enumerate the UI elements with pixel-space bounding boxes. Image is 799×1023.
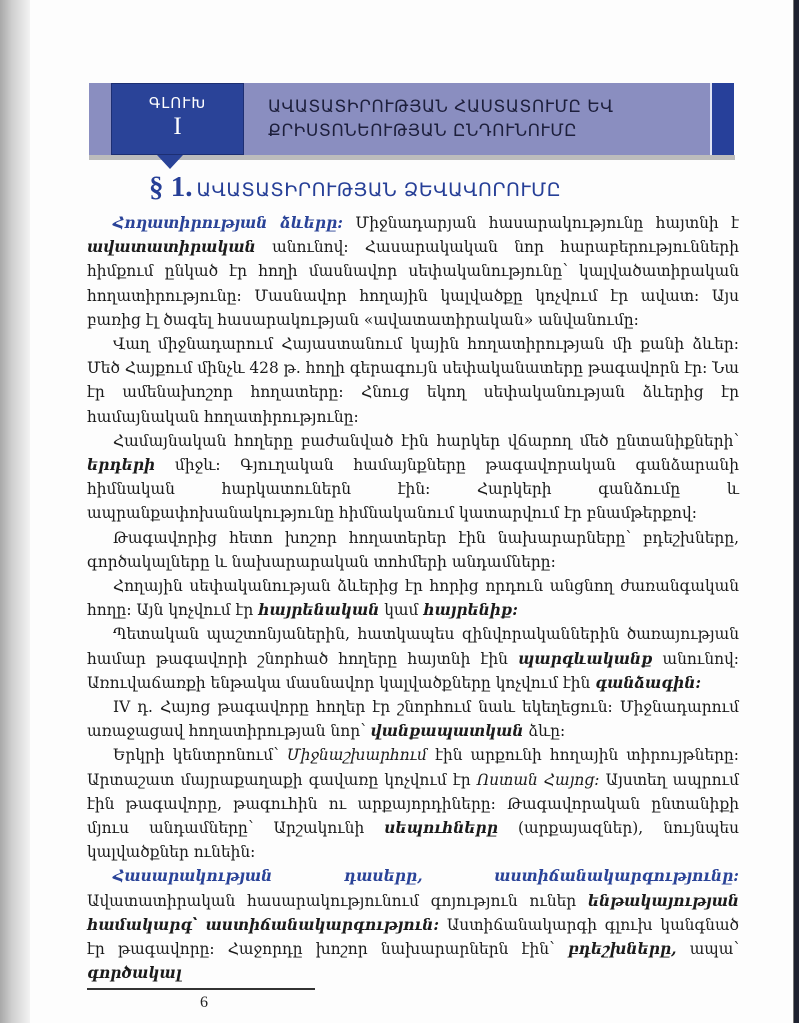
- section-title: ԱՎԱՏԱՏԻՐՈՒԹՅԱՆ ՁԵՎԱՎՈՐՈՒՄԸ: [196, 179, 562, 201]
- text-run: ապա՝: [676, 940, 739, 959]
- subheading: Հողատիրության ձևերը:: [113, 214, 343, 232]
- text-run: (արքայազներ), նույնպես կալվածքներ ունեին:: [87, 819, 739, 862]
- chapter-number: I: [173, 113, 182, 140]
- key-term: վանքապատկան: [370, 722, 524, 741]
- paragraph: Թագավորից հետո խոշոր հողատերեր էին նախարարները՝ բդեշխները, գործակալները և նախարարական տոհմերի անդամները:: [87, 528, 739, 571]
- chapter-title-line-2: ՔՐԻՍՏՈՆԵՈՒԹՅԱՆ ԸՆԴՈՒՆՈՒՄԸ: [268, 121, 578, 141]
- key-term: գանձագին:: [595, 673, 702, 692]
- key-term: հայրենական: [258, 601, 380, 620]
- paragraph: [87, 574, 739, 622]
- text-run: Համայնական հողերը բաժանված էին հարկեր վճարող մեծ ընտանիքների՝: [113, 431, 739, 450]
- chapter-label-box: [111, 83, 244, 155]
- key-term: սեպուհները: [384, 819, 498, 838]
- banner-pointer-icon: [157, 155, 183, 169]
- text-run: Այստեղ ապրում էին թագավորը, թագուհին ու արքայորդիները: Թագավորական ընտանիքի մյուս անդամները՝ Արշակունի: [87, 770, 739, 838]
- key-term: հայրենիք:: [423, 601, 518, 620]
- chapter-title-line-1: ԱՎԱՏԱՏԻՐՈՒԹՅԱՆ ՀԱՍՏԱՏՈՒՄԸ ԵՎ: [268, 97, 614, 117]
- text-run: Պետական պաշտոնյաներին, հատկապես զինվորականներին ծառայության համար թագավորի շնորհած հողերը հայտնի էին: [87, 625, 739, 668]
- paragraph: [87, 622, 739, 695]
- page-number: 6: [200, 994, 208, 1011]
- key-term: ավատատիրական: [87, 238, 256, 257]
- viewer-edge: [793, 0, 799, 1023]
- key-term: երդերի: [87, 456, 156, 475]
- section-number: § 1.: [149, 171, 193, 203]
- text-run: միջև: Գյուղական համայնքները թագավորական գանձարանի հիմնական հարկատուներն էին: Հարկերի գանձումը և ապրանքափոխանակությունը հիմնականում կատարվում էր բնամթերքով:: [87, 456, 739, 523]
- paragraph: [87, 695, 739, 743]
- paragraph: Վաղ միջնադարում Հայաստանում կային հողատիրության մի քանի ձևեր: Մեծ Հայքում մինչև 428 թ. հողի գերագույն սեփականատերը թագավորն էր: Նա էր ամենախոշոր հողատերը: Հնուց եկող սեփականության ձևերից էր համայնական հողատիրությունը:: [87, 335, 739, 426]
- text-run: Աստիճանակարգի գլուխ կանգնած էր թագավորը: Հաջորդը խոշոր նախարարներն էին՝: [87, 915, 739, 959]
- paragraph: [87, 864, 739, 985]
- text-run: Ավատատիրական հասարակությունում գոյություն ուներ: [87, 891, 588, 910]
- banner-right-strip: [710, 83, 734, 155]
- text-run: կամ: [379, 601, 424, 620]
- chapter-label: ԳԼՈՒԽ: [148, 94, 207, 112]
- text-run: Հողային սեփականության ձևերից էր հորից որդուն անցնող ժառանգական հողը: Այն կոչվում էր: [87, 577, 739, 620]
- paragraph: [87, 211, 739, 332]
- key-term: ենթակայության համակարգ՝ աստիճանակարգություն:: [87, 891, 739, 934]
- text-run: ձևը:: [523, 722, 566, 741]
- text-run: անունով: Հասարակական նոր հարաբերությունների հիմքում ընկած էր հողի մասնավոր սեփականությունը՝ կալվածատիրական հողատիրությունը: Մասնավոր հողային կալվածքը կոչվում էր ավատ: Այս բառից էլ ծագել հասարակության «ավատատիրական» անվանումը:: [87, 238, 739, 329]
- emphasis: Միջնաշխարհում: [286, 746, 428, 765]
- emphasis: Ոստան Հայոց:: [476, 770, 600, 789]
- paragraph: [87, 429, 739, 526]
- banner-left-strip: [89, 83, 111, 155]
- body-text: [87, 211, 739, 986]
- page-gutter-shadow: [0, 0, 30, 1023]
- text-run: Միջնադարյան հասարակությունը հայտնի է: [342, 214, 739, 232]
- key-term: գործակալ: [87, 964, 182, 983]
- text-run: անունով: Առուվաճառքի ենթակա մասնավոր կալվածքները կոչվում էին: [87, 649, 739, 692]
- chapter-banner: [89, 83, 735, 155]
- text-run: Երկրի կենտրոնում՝: [113, 746, 287, 765]
- key-term: բդեշխները,: [567, 940, 677, 959]
- paragraph: [87, 743, 739, 864]
- chapter-title: [244, 83, 710, 155]
- text-run: IV դ. Հայոց թագավորը հողեր էր շնորհում նաև եկեղեցուն: Միջնադարում առաջացավ հողատիրության նոր՝: [87, 698, 739, 741]
- subheading: Հասարակության դասերը, աստիճանակարգությունը:: [113, 867, 739, 886]
- banner-underline: [89, 155, 735, 160]
- key-term: պարգևականք: [518, 649, 653, 668]
- section-heading: [149, 171, 561, 204]
- text-run: էին արքունի հողային տիրույթները: Արտաշատ մայրաքաղաքի գավառը կոչվում էր: [87, 746, 739, 789]
- footnote-divider: [87, 988, 315, 990]
